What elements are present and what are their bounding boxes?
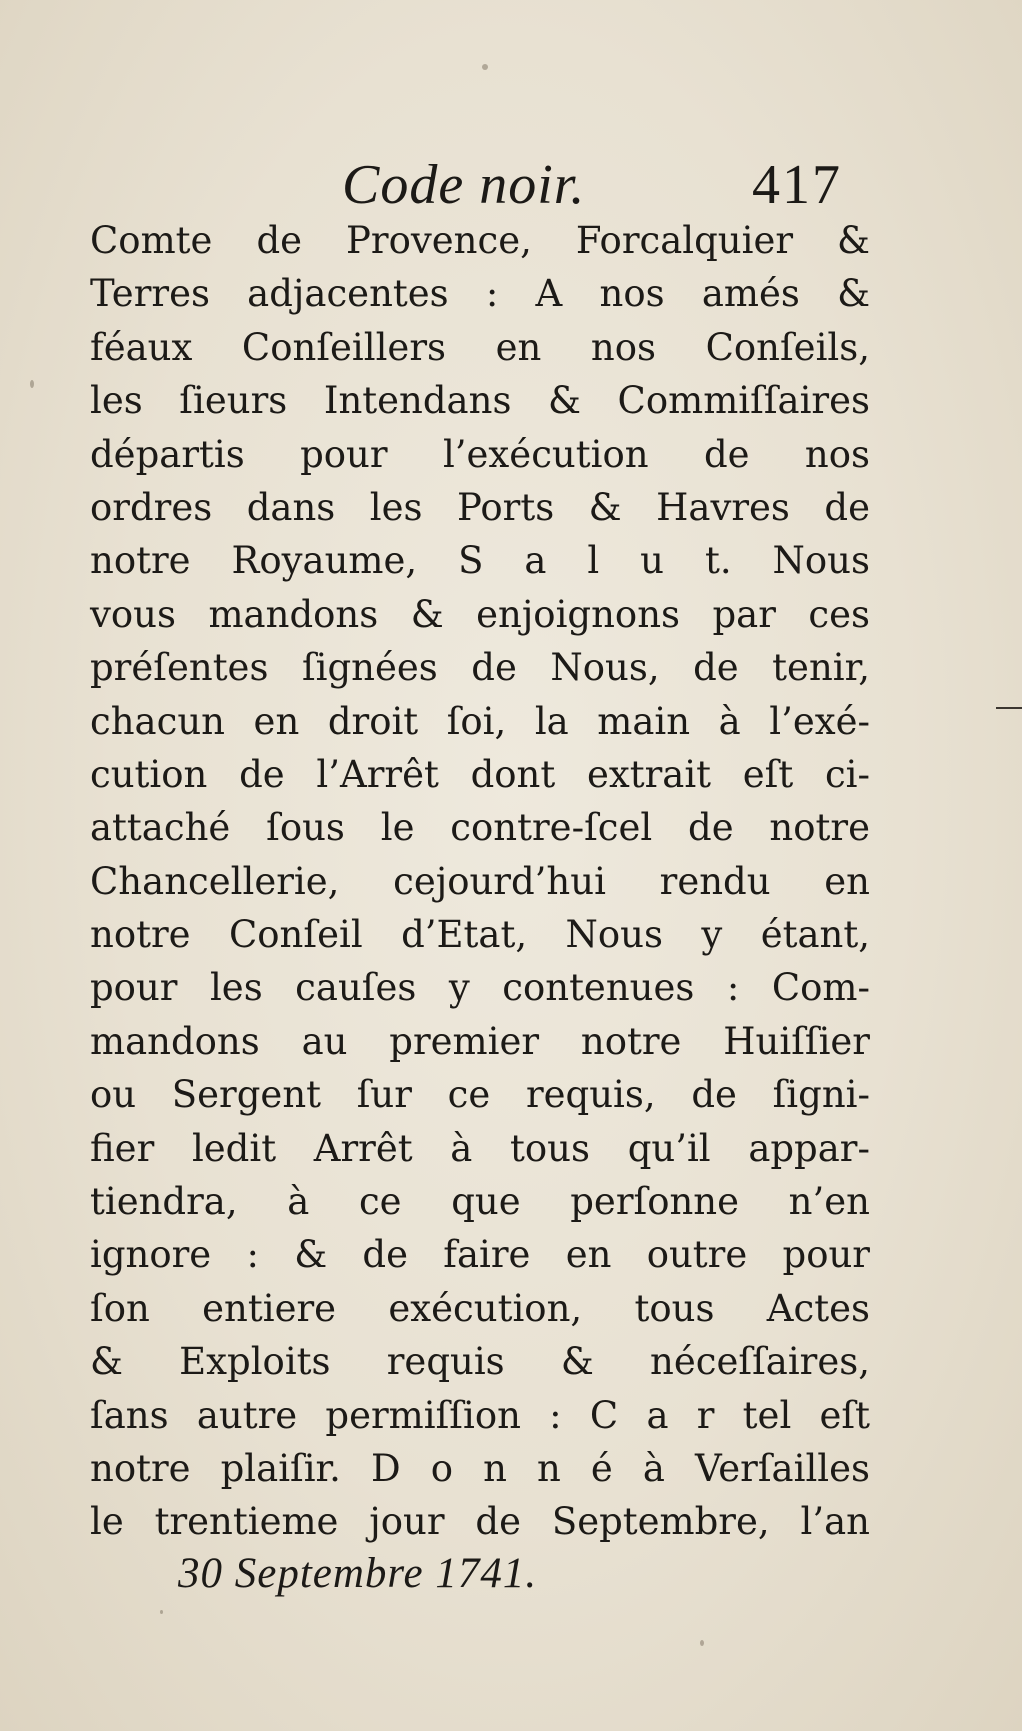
text-line: tiendra, à ce que perſonne n’en — [90, 1180, 870, 1224]
text-line: mandons au premier notre Huiſſier — [90, 1019, 870, 1063]
text-line: chacun en droit ſoi, la main à l’exé- — [90, 699, 870, 743]
text-line: Terres adjacentes : A nos amés & — [90, 272, 870, 316]
text-line: départis pour l’exécution de nos — [90, 432, 870, 476]
text-line: fier ledit Arrêt à tous qu’il appar- — [90, 1126, 870, 1170]
margin-rule-mark — [996, 707, 1022, 709]
paper-speck — [160, 1610, 163, 1614]
running-head — [0, 150, 1022, 220]
text-line: ſans autre permiſſion : C a r tel eſt — [90, 1393, 870, 1437]
running-head-title: Code noir. — [342, 154, 586, 216]
text-line: notre plaiſir. D o n n é à Verſailles — [90, 1446, 870, 1490]
text-line: les ſieurs Intendans & Commiſſaires — [90, 379, 870, 423]
paper-speck — [482, 64, 488, 70]
text-line: pour les cauſes y contenues : Com- — [90, 966, 870, 1010]
page-number: 417 — [752, 154, 842, 216]
text-line: ou Sergent ſur ce requis, de ſigni- — [90, 1073, 870, 1117]
text-line: Chancellerie, cejourd’hui rendu en — [90, 859, 870, 903]
text-line: attaché ſous le contre-ſcel de notre — [90, 806, 870, 850]
paper-speck — [30, 380, 34, 388]
text-line: & Exploits requis & néceſſaires, — [90, 1340, 870, 1384]
text-line: préſentes ſignées de Nous, de tenir, — [90, 646, 870, 690]
text-line: notre Royaume, S a l u t. Nous — [90, 539, 870, 583]
text-line: le trentieme jour de Septembre, l’an — [90, 1500, 870, 1544]
body-paragraph — [90, 214, 870, 1549]
text-line: ordres dans les Ports & Havres de — [90, 485, 870, 529]
text-line: vous mandons & enjoignons par ces — [90, 592, 870, 636]
text-line: féaux Conſeillers en nos Conſeils, — [90, 325, 870, 369]
text-line: ignore : & de faire en outre pour — [90, 1233, 870, 1277]
text-line: cution de l’Arrêt dont extrait eſt ci- — [90, 752, 870, 796]
text-line: notre Conſeil d’Etat, Nous y étant, — [90, 913, 870, 957]
marginal-date-note: 30 Septembre 1741. — [178, 1550, 538, 1597]
text-line: Comte de Provence, Forcalquier & — [90, 219, 870, 262]
paper-speck — [700, 1640, 704, 1646]
text-line: ſon entiere exécution, tous Actes — [90, 1286, 870, 1330]
